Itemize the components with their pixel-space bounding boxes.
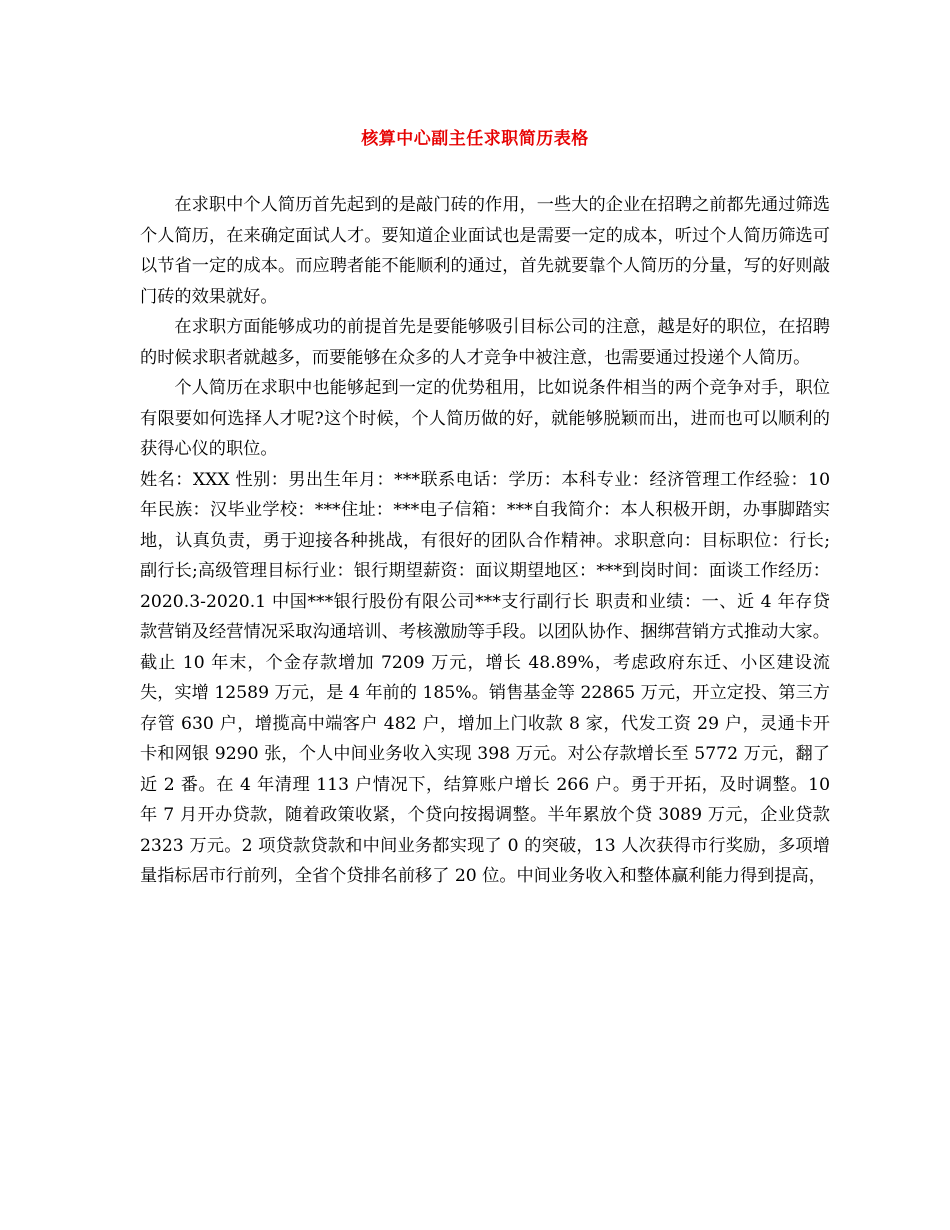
paragraph-advantage: 个人简历在求职中也能够起到一定的优势租用，比如说条件相当的两个竞争对手，职位有限要如何选择人才呢?这个时候，个人简历做的好，就能够脱颖而出，进而也可以顺利的获得心仪的职位。 xyxy=(140,378,830,459)
paragraph-attention: 在求职方面能够成功的前提首先是要能够吸引目标公司的注意，越是好的职位，在招聘的时候求职者就越多，而要能够在众多的人才竞争中被注意，也需要通过投递个人简历。 xyxy=(140,317,830,368)
paragraph-intro: 在求职中个人简历首先起到的是敲门砖的作用，一些大的企业在招聘之前都先通过筛选个人简历，在来确定面试人才。要知道企业面试也是需要一定的成本，听过个人简历筛选可以节省一定的成本。而应聘者能不能顺利的通过，首先就要靠个人简历的分量，写的好则敲门砖的效果就好。 xyxy=(140,195,830,307)
document-body xyxy=(140,190,830,892)
document-title: 核算中心副主任求职简历表格 xyxy=(361,129,589,149)
paragraph-resume-details: 姓名：XXX 性别：男出生年月：***联系电话：学历：本科专业：经济管理工作经验：10年民族：汉毕业学校：***住址：***电子信箱：***自我简介：本人积极开朗，办事脚踏实地，认真负责，勇于迎接各种挑战，有很好的团队合作精神。求职意向：目标职位：行长;副行长;高级管理目标行业：银行期望薪资：面议期望地区：***到岗时间：面谈工作经历：2020.3-2020.1 中国***银行股份有限公司***支行副行长 职责和业绩：一、近 4 年存贷款营销及经营情况采取沟通培训、考核激励等手段。以团队协作、捆绑营销方式推动大家。截止 10 年末，个金存款增加 7209 万元，增长 48.89%，考虑政府东迁、小区建设流失，实增 12589 万元，是 4 年前的 185%。销售基金等 22865 万元，开立定投、第三方存管 630 户，增揽高中端客户 482 户，增加上门收款 8 家，代发工资 29 户，灵通卡开卡和网银 9290 张，个人中间业务收入实现 398 万元。对公存款增长至 5772 万元，翻了近 2 番。在 4 年清理 113 户情况下，结算账户增长 266 户。勇于开拓，及时调整。10 年 7 月开办贷款，随着政策收紧，个贷向按揭调整。半年累放个贷 3089 万元，企业贷款 2323 万元。2 项贷款贷款和中间业务都实现了 0 的突破，13 人次获得市行奖励，多项增量指标居市行前列，全省个贷排名前移了 20 位。中间业务收入和整体赢利能力得到提高， xyxy=(140,469,830,886)
